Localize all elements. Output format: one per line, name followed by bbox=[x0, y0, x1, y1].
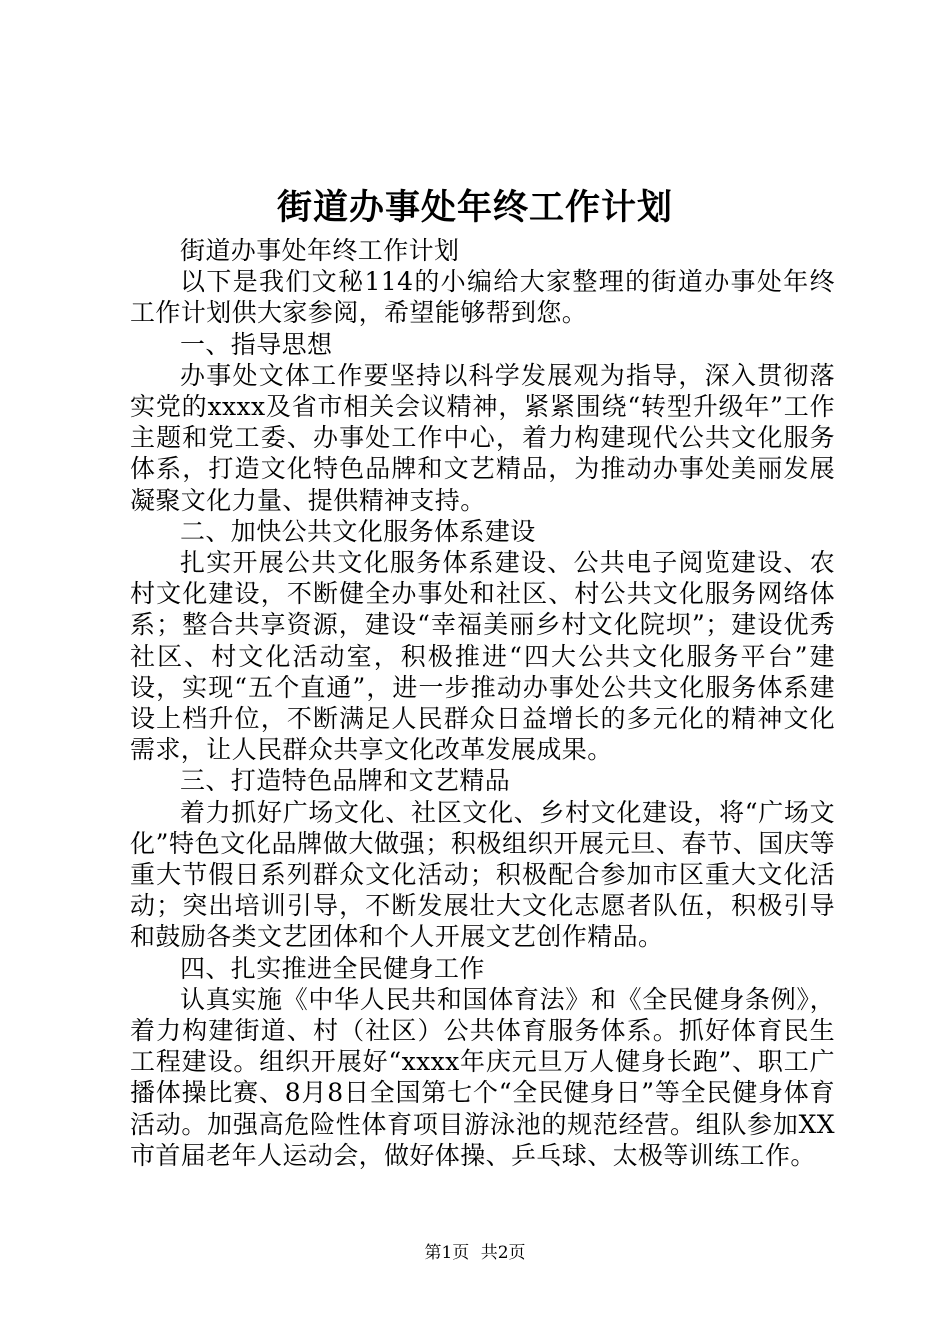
page-total: 共2页 bbox=[480, 1243, 526, 1263]
section-heading-2: 二、加快公共文化服务体系建设 bbox=[180, 516, 536, 546]
paragraph-section-1: 办事处文体工作要坚持以科学发展观为指导，深入贯彻落实党的xxxx及省市相关会议精神，紧紧围绕“转型升级年”工作主题和党工委、办事处工作中心，着力构建现代公共文化服务体系，打造文化特色品牌和文艺精品，为推动办事处美丽发展凝聚文化力量、提供精神支持。 bbox=[130, 360, 835, 515]
paragraph-section-2: 扎实开展公共文化服务体系建设、公共电子阅览建设、农村文化建设，不断健全办事处和社区、村公共文化服务网络体系；整合共享资源，建设“幸福美丽乡村文化院坝”；建设优秀社区、村文化活动室，积极推进“四大公共文化服务平台”建设，实现“五个直通”，进一步推动办事处公共文化服务体系建设上档升位，不断满足人民群众日益增长的多元化的精神文化需求，让人民群众共享文化改革发展成果。 bbox=[130, 548, 835, 765]
paragraph-section-4: 认真实施《中华人民共和国体育法》和《全民健身条例》，着力构建街道、村（社区）公共体育服务体系。抓好体育民生工程建设。组织开展好“xxxx年庆元旦万人健身长跑”、职工广播体操比赛、8月8日全国第七个“全民健身日”等全民健身体育活动。加强高危险性体育项目游泳池的规范经营。组队参加XX市首届老年人运动会，做好体操、乒乓球、太极等训练工作。 bbox=[130, 984, 835, 1170]
page-number: 第1页 bbox=[424, 1243, 470, 1263]
document-body bbox=[130, 235, 835, 1171]
document-title: 街道办事处年终工作计划 bbox=[276, 187, 673, 228]
section-heading-4: 四、扎实推进全民健身工作 bbox=[180, 953, 485, 983]
paragraph-intro: 以下是我们文秘114的小编给大家整理的街道办事处年终工作计划供大家参阅，希望能够帮到您。 bbox=[130, 267, 835, 328]
paragraph-subtitle: 街道办事处年终工作计划 bbox=[180, 236, 460, 265]
page-footer bbox=[0, 1241, 950, 1265]
section-heading-1: 一、指导思想 bbox=[180, 329, 333, 359]
paragraph-section-3: 着力抓好广场文化、社区文化、乡村文化建设，将“广场文化”特色文化品牌做大做强；积极组织开展元旦、春节、国庆等重大节假日系列群众文化活动；积极配合参加市区重大文化活动；突出培训引导，不断发展壮大文化志愿者队伍，积极引导和鼓励各类文艺团体和个人开展文艺创作精品。 bbox=[130, 797, 835, 952]
section-heading-3: 三、打造特色品牌和文艺精品 bbox=[180, 766, 511, 796]
